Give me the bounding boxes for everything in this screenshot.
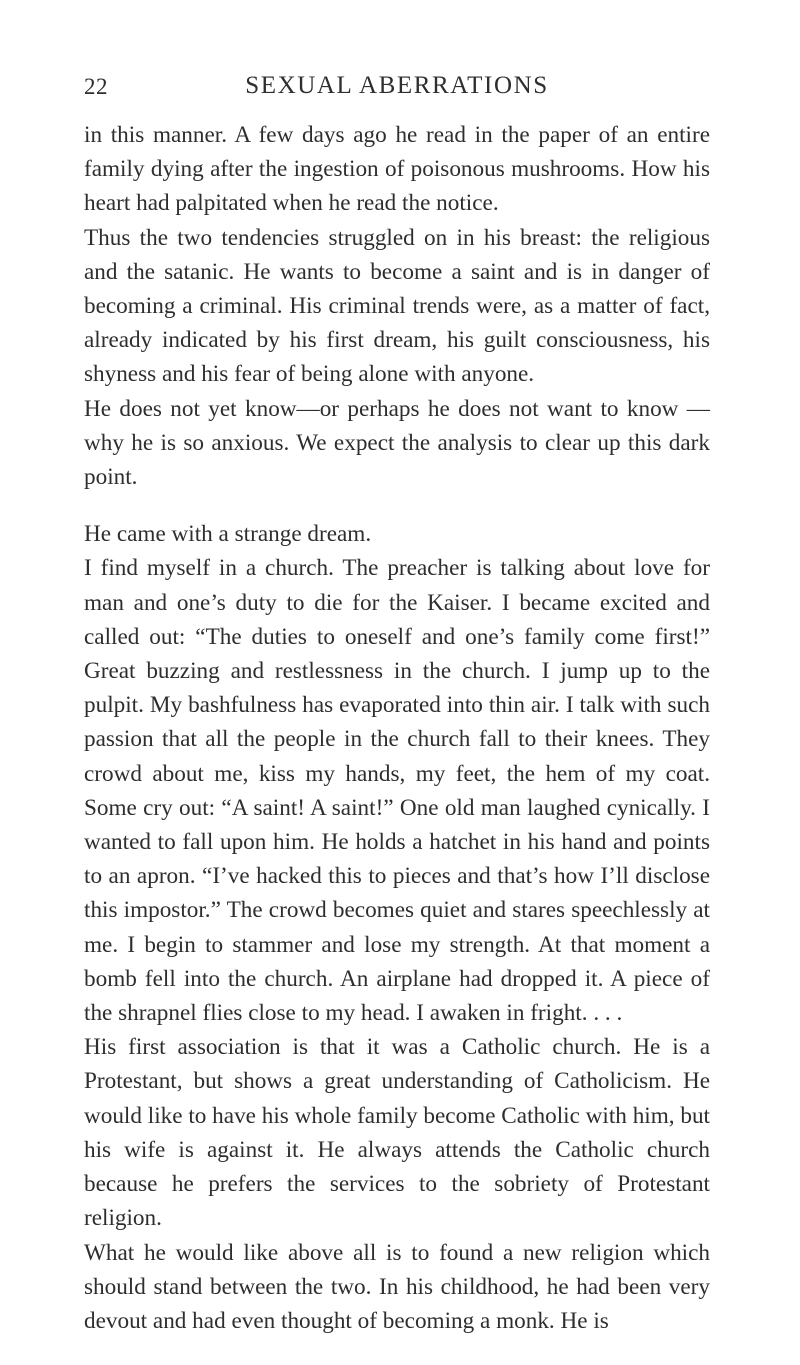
body-text [84,118,710,1338]
dream-paragraph: I find myself in a church. The preacher is talking about love for man and one’s duty to die for the Kaiser. I became excited and called out: “The duties to oneself and one’s family come first!” Great buzzing and restlessness in the church. I jump up to the pulpit. My bashfulness has evaporated into thin air. I talk with such passion that all the people in the church fall to their knees. They crowd about me, kiss my hands, my feet, the hem of my coat. Some cry out: “A saint! A saint!” One old man laughed cynically. I wanted to fall upon him. He holds a hatchet in his hand and points to an apron. “I’ve hacked this to pieces and that’s how I’ll disclose this impostor.” The crowd becomes quiet and stares speechlessly at me. I begin to stammer and lose my strength. At that moment a bomb fell into the church. An airplane had dropped it. A piece of the shrapnel flies close to my head. I awaken in fright. . . . [84,555,710,1027]
running-head [84,72,710,112]
paragraph-7: What he would like above all is to found a new religion which should stand between the two. In his childhood, he had been very devout and had even thought of becoming a monk. He is [84,1239,710,1334]
paragraph-6: His first association is that it was a Catholic church. He is a Protestant, but shows a great understanding of Catholicism. He would like to have his whole family become Catholic with him, but his wife is against it. He always attends the Catholic church because he prefers the services to the sobriety of Protestant religion. [84,1034,710,1232]
paragraph-1: in this manner. A few days ago he read in the paper of an entire family dying after the ingestion of poisonous mushrooms. How his heart had palpitated when he read the notice. [84,122,710,217]
running-title: SEXUAL ABERRATIONS [245,72,549,99]
paragraph-4: He came with a strange dream. [84,521,372,548]
paragraph-3: He does not yet know—or perhaps he does not want to know —why he is so anxious. We expect the analysis to clear up this dark point. [84,395,710,491]
page-number: 22 [84,74,108,99]
paragraph-2: Thus the two tendencies struggled on in his breast: the religious and the satanic. He wants to become a saint and is in danger of becoming a criminal. His criminal trends were, as a matter of fact, already indicated by his first dream, his guilt consciousness, his shyness and his fear of being alone with anyone. [84,224,710,388]
